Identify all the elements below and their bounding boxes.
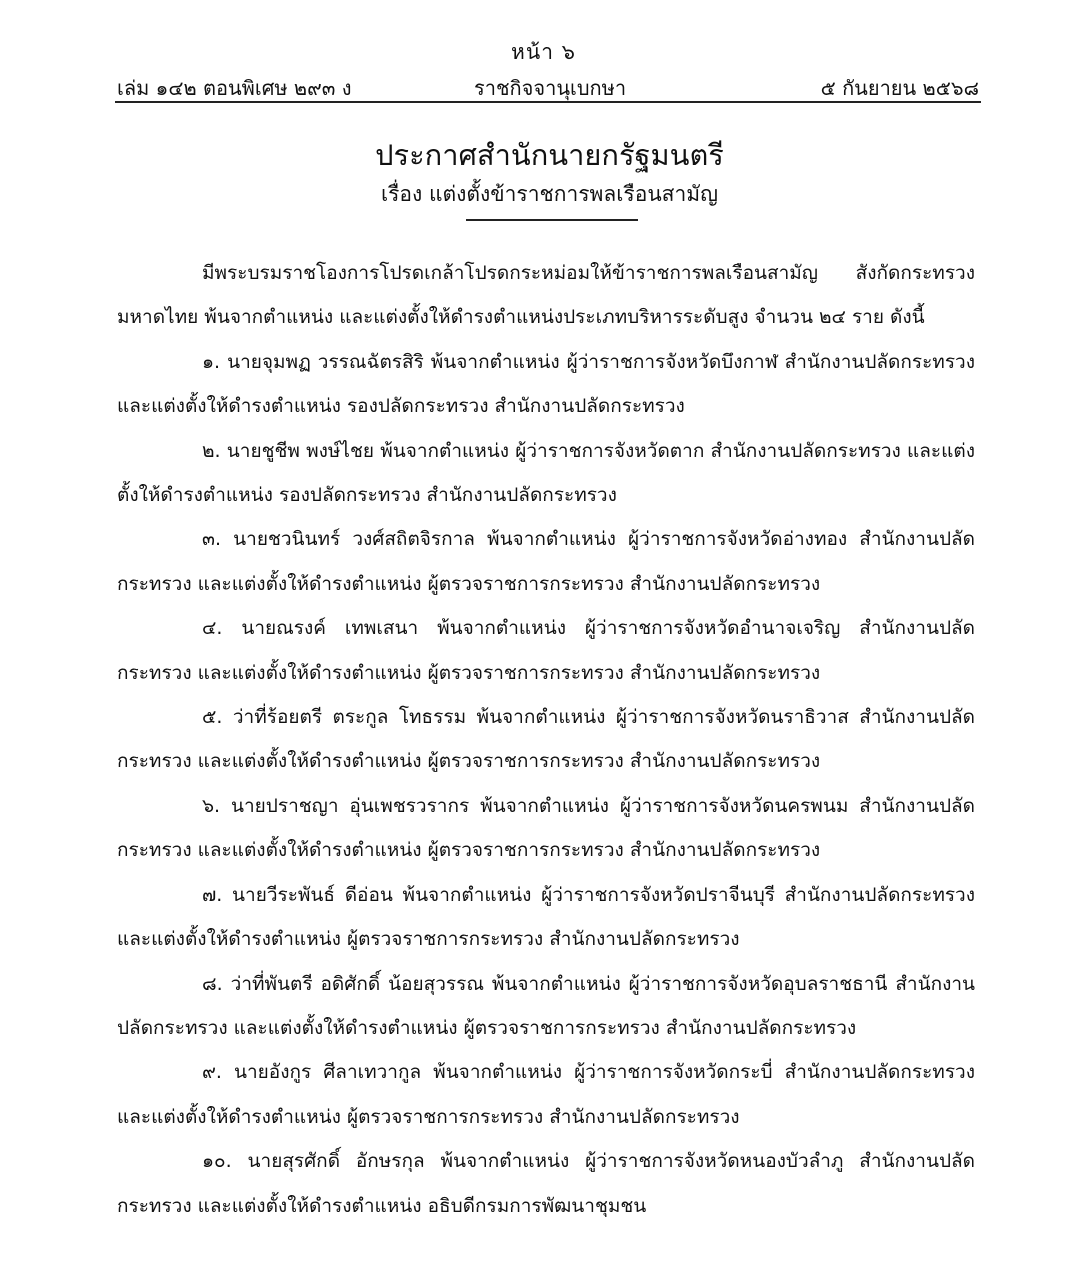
- entry-text: นายปราชญา อุ่นเพชรวรากร พ้นจากตำแหน่ง ผู้ว่าราชการจังหวัดนครพนม สำนักงานปลัดกระทรวง และแต่งตั้งให้ดำรงตำแหน่ง ผู้ตรวจราชการกระทรวง สำนักงานปลัดกระทรวง: [117, 794, 975, 862]
- header-divider: [115, 101, 981, 103]
- publication-name: ราชกิจจานุเบกษา: [474, 76, 627, 100]
- list-item: [117, 517, 975, 606]
- list-item: [117, 429, 975, 518]
- list-item: [117, 784, 975, 873]
- entry-text: นายวีระพันธ์ ดีอ่อน พ้นจากตำแหน่ง ผู้ว่าราชการจังหวัดปราจีนบุรี สำนักงานปลัดกระทรวง และแต่งตั้งให้ดำรงตำแหน่ง ผู้ตรวจราชการกระทรวง สำนักงานปลัดกระทรวง: [117, 883, 982, 951]
- entry-text: นายณรงค์ เทพเสนา พ้นจากตำแหน่ง ผู้ว่าราชการจังหวัดอำนาจเจริญ สำนักงานปลัดกระทรวง และแต่งตั้งให้ดำรงตำแหน่ง ผู้ตรวจราชการกระทรวง สำนักงานปลัดกระทรวง: [117, 617, 976, 684]
- entry-number: ๒.: [202, 439, 221, 462]
- gazette-header: [117, 72, 979, 102]
- volume-issue: เล่ม ๑๔๒ ตอนพิเศษ ๒๙๓ ง: [117, 76, 352, 100]
- entry-number: ๙.: [202, 1061, 222, 1084]
- intro-paragraph: มีพระบรมราชโองการโปรดเกล้าโปรดกระหม่อมให้ข้าราชการพลเรือนสามัญ สังกัดกระทรวงมหาดไทย พ้นจากตำแหน่ง และแต่งตั้งให้ดำรงตำแหน่งประเภทบริหารระดับสูง จำนวน ๒๔ ราย ดังนี้: [117, 262, 975, 329]
- list-item: [117, 873, 982, 962]
- entry-number: ๑๐.: [202, 1150, 232, 1173]
- entry-number: ๓.: [202, 528, 222, 551]
- list-item: [117, 1050, 982, 1139]
- publication-date: ๕ กันยายน ๒๕๖๘: [820, 76, 979, 100]
- list-item: [117, 1139, 975, 1228]
- entry-text: ว่าที่พันตรี อดิศักดิ์ น้อยสุวรรณ พ้นจากตำแหน่ง ผู้ว่าราชการจังหวัดอุบลราชธานี สำนักงานปลัดกระทรวง และแต่งตั้งให้ดำรงตำแหน่ง ผู้ตรวจราชการกระทรวง สำนักงานปลัดกระทรวง: [117, 972, 976, 1039]
- page-number: หน้า ๖: [511, 40, 576, 64]
- list-item: [117, 962, 975, 1051]
- entry-text: นายสุรศักดิ์ อักษรกุล พ้นจากตำแหน่ง ผู้ว่าราชการจังหวัดหนองบัวลำภู สำนักงานปลัดกระทรวง และแต่งตั้งให้ดำรงตำแหน่ง อธิบดีกรมการพัฒนาชุมชน: [117, 1150, 976, 1217]
- announcement-body: [117, 251, 982, 1228]
- entry-text: นายอังกูร ศีลาเทวากูล พ้นจากตำแหน่ง ผู้ว่าราชการจังหวัดกระบี่ สำนักงานปลัดกระทรวง และแต่งตั้งให้ดำรงตำแหน่ง ผู้ตรวจราชการกระทรวง สำนักงานปลัดกระทรวง: [117, 1061, 982, 1128]
- entry-number: ๕.: [202, 706, 223, 729]
- entry-text: ว่าที่ร้อยตรี ตระกูล โทธรรม พ้นจากตำแหน่ง ผู้ว่าราชการจังหวัดนราธิวาส สำนักงานปลัดกระทรวง และแต่งตั้งให้ดำรงตำแหน่ง ผู้ตรวจราชการกระทรวง สำนักงานปลัดกระทรวง: [117, 706, 975, 773]
- entry-number: ๘.: [202, 972, 223, 995]
- list-item: [117, 606, 975, 695]
- list-item: [117, 340, 982, 429]
- entry-number: ๑.: [202, 350, 221, 373]
- entry-number: ๗.: [202, 883, 223, 906]
- entry-text: นายจุมพฏ วรรณฉัตรสิริ พ้นจากตำแหน่ง ผู้ว่าราชการจังหวัดบึงกาฬ สำนักงานปลัดกระทรวง และแต่งตั้งให้ดำรงตำแหน่ง รองปลัดกระทรวง สำนักงานปลัดกระทรวง: [117, 350, 982, 418]
- entry-text: นายชวนินทร์ วงศ์สถิตจิรกาล พ้นจากตำแหน่ง ผู้ว่าราชการจังหวัดอ่างทอง สำนักงานปลัดกระทรวง และแต่งตั้งให้ดำรงตำแหน่ง ผู้ตรวจราชการกระทรวง สำนักงานปลัดกระทรวง: [117, 528, 976, 595]
- list-item: [117, 695, 975, 784]
- entry-number: ๔.: [202, 617, 223, 640]
- entry-list: [117, 340, 982, 1228]
- announcement-subject: เรื่อง แต่งตั้งข้าราชการพลเรือนสามัญ: [380, 182, 719, 206]
- entry-text: นายชูชีพ พงษ์ไชย พ้นจากตำแหน่ง ผู้ว่าราชการจังหวัดตาก สำนักงานปลัดกระทรวง และแต่งตั้งให้ดำรงตำแหน่ง รองปลัดกระทรวง สำนักงานปลัดกระทรวง: [117, 439, 975, 507]
- title-divider: [466, 219, 638, 221]
- announcement-title: ประกาศสำนักนายกรัฐมนตรี: [375, 138, 724, 172]
- entry-number: ๖.: [202, 794, 221, 817]
